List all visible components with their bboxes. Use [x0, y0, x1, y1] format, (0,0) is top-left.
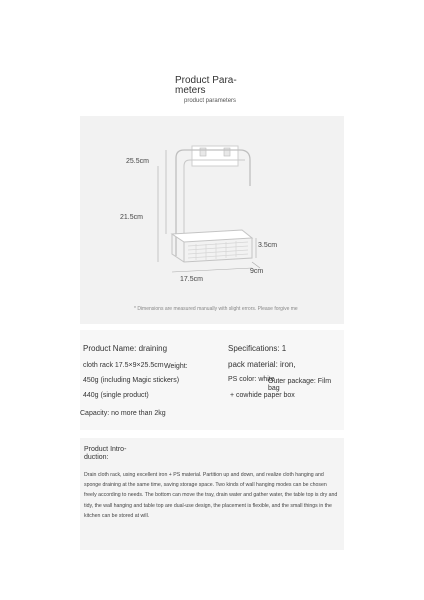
spec-product-name-line2: cloth rack 17.5×9×25.5cm — [83, 362, 164, 369]
dim-label-width: 17.5cm — [180, 276, 203, 283]
rack-hook-right — [224, 148, 230, 156]
measurement-note: * Dimensions are measured manually with slight errors. Please forgive me — [134, 306, 298, 312]
rack-tray-grid — [188, 241, 248, 260]
spec-capacity: Capacity: no more than 2kg — [80, 410, 166, 417]
spec-package-line1: Outer package: Film bag — [268, 378, 332, 392]
spec-weight-line1: 450g (including Magic stickers) — [83, 377, 180, 384]
dim-label-tray-height: 3.5cm — [258, 242, 278, 249]
spec-package-line2: + cowhide paper box — [230, 392, 295, 399]
product-introduction-panel — [80, 438, 344, 550]
spec-material-line2: PS color: white — [228, 376, 275, 383]
dim-label-top-height: 25.5cm — [126, 158, 149, 165]
page-subtitle: product parameters — [184, 98, 237, 104]
intro-title-line1: Product Intro- — [84, 446, 127, 453]
spec-product-name-line1: Product Name: draining — [83, 344, 168, 353]
dim-label-body-height: 21.5cm — [120, 214, 143, 221]
product-diagram-panel — [80, 116, 344, 324]
specifications-panel — [80, 330, 344, 430]
dim-label-depth: 9cm — [250, 268, 264, 275]
spec-weight-label: Weight: — [164, 363, 188, 370]
spec-specifications: Specifications: 1 — [228, 344, 287, 353]
spec-weight-line2: 440g (single product) — [83, 392, 149, 399]
page-title — [175, 76, 237, 96]
intro-title — [84, 446, 126, 462]
title-line-2: meters — [175, 85, 206, 96]
rack-hook-left — [200, 148, 206, 156]
title-line-1: Product Para- — [175, 75, 237, 86]
spec-material-line1: pack material: iron, — [228, 360, 296, 369]
rack-back-plate — [192, 146, 238, 166]
dim-line-width — [172, 268, 252, 272]
intro-title-line2: duction: — [84, 454, 109, 461]
intro-body: Drain cloth rack, using excellent iron + PS material. Partition up and down, and realize cloth hanging and sponge draining at the same time, saving storage space. Two kinds of wall hanging modes can be chosen freely according to needs. The bottom can move the tray, drain water and gather water, the table top is dry and tidy, the wall hanging and table top are dual-use design, the placement is flexible, and the small things in the kitchen can be stored at will. — [84, 472, 338, 519]
